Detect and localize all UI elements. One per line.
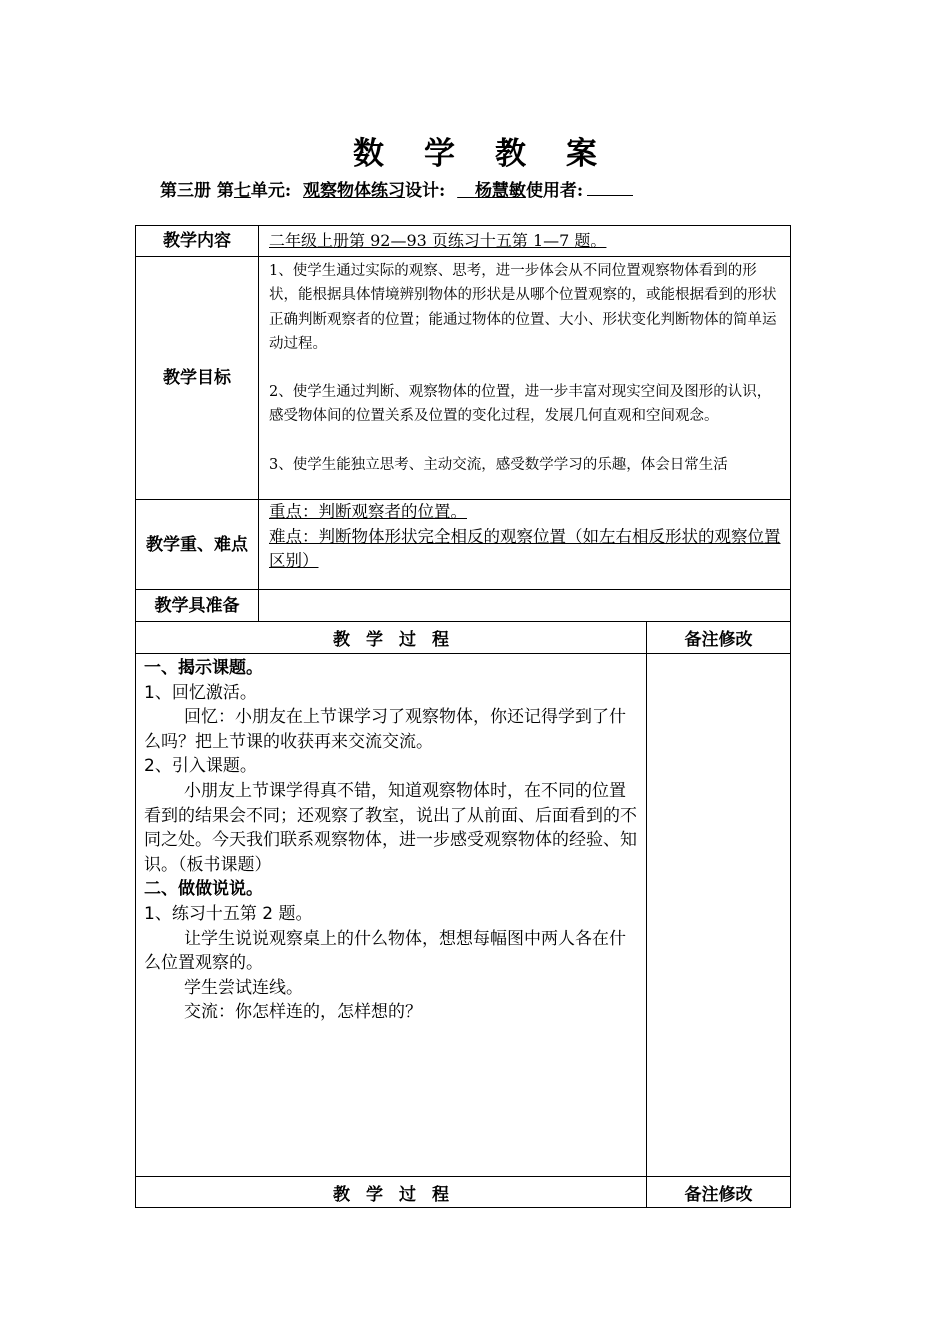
key-point: 重点：判断观察者的位置。 <box>269 502 467 521</box>
difficult-point: 难点：判断物体形状完全相反的观察位置（如左右相反形状的观察位置区别） <box>269 526 781 570</box>
subtitle-unit-label: 单元: <box>250 181 292 201</box>
objective-1: 1、使学生通过实际的观察、思考，进一步体会从不同位置观察物体看到的形状，能根据具体情境辨别物体的形状是从哪个位置观察的，或能根据看到的形状正确判断观察者的位置；能通过物体的位置、大小、形状变化判断物体的简单运动过程。 <box>269 263 777 352</box>
subtitle-unit-no: 七 <box>233 181 251 201</box>
remarks-cell <box>646 653 791 1177</box>
user-blank <box>587 181 633 196</box>
content-cell <box>258 225 791 257</box>
objective-3: 3、使学生能独立思考、主动交流，感受数学学习的乐趣，体会日常生活 <box>269 456 728 473</box>
objectives-cell <box>258 256 791 500</box>
key-points-cell <box>258 499 791 590</box>
subtitle-topic: 观察物体练习 <box>303 181 406 201</box>
lesson-subtitle <box>160 176 780 201</box>
process-line-4: 2、引入课题。 <box>144 756 257 777</box>
process-line-5: 小朋友上节课学得真不错，知道观察物体时，在不同的位置看到的结果会不同；还观察了教室，说出了从前面、后面看到的不同之处。今天我们联系观察物体，进一步感受观察物体的经验、知识。（板书课题） <box>144 780 637 875</box>
tools-label: 教学具准备 <box>135 589 259 622</box>
key-points-label: 教学重、难点 <box>135 499 259 590</box>
process-line-10: 交流：你怎样连的，怎样想的？ <box>184 1002 422 1023</box>
content-value: 二年级上册第 92—93 页练习十五第 1—7 题。 <box>269 231 607 250</box>
objectives-label: 教学目标 <box>135 256 259 500</box>
subtitle-designer <box>457 181 526 201</box>
content-label: 教学内容 <box>135 225 259 257</box>
designer-name: 杨慧敏 <box>474 181 526 201</box>
subtitle-book: 第三册 第 <box>160 181 234 201</box>
subtitle-user-label: 使用者: <box>525 181 584 201</box>
process-line-8: 让学生说说观察桌上的什么物体，想想每幅图中两人各在什么位置观察的。 <box>144 928 626 974</box>
page-title: 数学教案 <box>353 136 637 172</box>
process-body <box>135 653 647 1177</box>
process-line-3: 回忆：小朋友在上节课学习了观察物体，你还记得学到了什么吗？把上节课的收获再来交流交流。 <box>144 707 626 752</box>
process-line-2: 1、回忆激活。 <box>144 682 257 703</box>
process-line-1: 一、揭示课题。 <box>144 658 263 678</box>
tools-cell <box>258 589 791 622</box>
process-header: 教学过程 <box>135 621 647 654</box>
process-line-7: 1、练习十五第 2 题。 <box>144 903 313 924</box>
process-line-9: 学生尝试连线。 <box>184 977 303 998</box>
process-line-6: 二、做做说说。 <box>144 879 263 900</box>
remark-header: 备注修改 <box>646 621 791 654</box>
remark-header-continued: 备注修改 <box>646 1176 791 1208</box>
objective-2: 2、使学生通过判断、观察物体的位置，进一步丰富对现实空间及图形的认识，感受物体间的位置关系及位置的变化过程，发展几何直观和空间观念。 <box>269 384 772 425</box>
process-header-continued: 教学过程 <box>135 1176 647 1208</box>
subtitle-design-label: 设计: <box>405 181 446 201</box>
